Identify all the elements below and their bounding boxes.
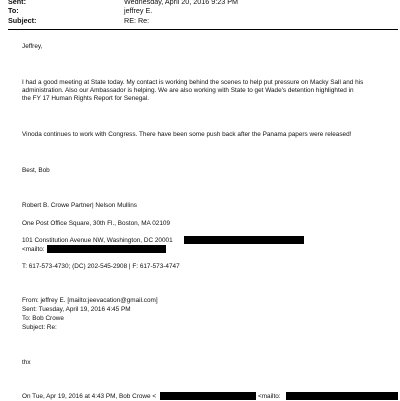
redaction-bar xyxy=(160,392,256,400)
para1-line2: administration. Also our Ambassador is helping. We are also working with State to get Wade's detention highlighted in xyxy=(22,87,354,94)
quoted-to: To: Bob Crowe xyxy=(22,315,64,322)
signoff: Best, Bob xyxy=(22,167,50,174)
signature-phones: T: 617-573-4730; (DC) 202-545-2908 | F: 617-573-4747 xyxy=(22,263,180,270)
redaction-bar xyxy=(286,392,398,400)
signature-mailto[interactable]: <mailto: xyxy=(22,246,45,253)
para1-line3: the FY 17 Human Rights Report for Senegal. xyxy=(22,95,150,102)
header-rule xyxy=(8,29,398,30)
sent-label: Sent: xyxy=(8,0,26,6)
subject-value: RE: Re: xyxy=(124,16,150,25)
signature-address-dc: 101 Constitution Avenue NW, Washington, DC 20001 xyxy=(22,237,173,244)
quoted-sent: Sent: Tuesday, April 19, 2016 4:45 PM xyxy=(22,306,131,313)
subject-label: Subject: xyxy=(8,16,37,25)
greeting: Jeffrey, xyxy=(22,43,43,50)
quoted-on-line-mailto[interactable]: <mailto: xyxy=(258,393,281,400)
to-value: jeffrey E. xyxy=(124,6,153,15)
signature-address-boston: One Post Office Square, 30th Fl., Boston, MA 02109 xyxy=(22,220,171,227)
signature-name: Robert B. Crowe Partner| Nelson Mullins xyxy=(22,202,137,209)
redaction-bar xyxy=(47,245,166,253)
para2: Vinoda continues to work with Congress. There have been some push back after the Panama papers were released! xyxy=(22,131,352,138)
quoted-on-line-start: On Tue, Apr 19, 2016 at 4:43 PM, Bob Crowe < xyxy=(22,393,157,400)
redaction-bar xyxy=(184,236,304,244)
quoted-subject: Subject: Re: xyxy=(22,324,57,331)
para1-line1: I had a good meeting at State today. My contact is working behind the scenes to help put pressure on Macky Sall and his xyxy=(22,79,364,86)
sent-value: Wednesday, April 20, 2016 9:23 PM xyxy=(124,0,239,6)
quoted-reply: thx xyxy=(22,359,31,366)
to-label: To: xyxy=(8,6,19,15)
quoted-from: From: jeffrey E. [mailto:jeevacation@gmail.com] xyxy=(22,297,158,304)
